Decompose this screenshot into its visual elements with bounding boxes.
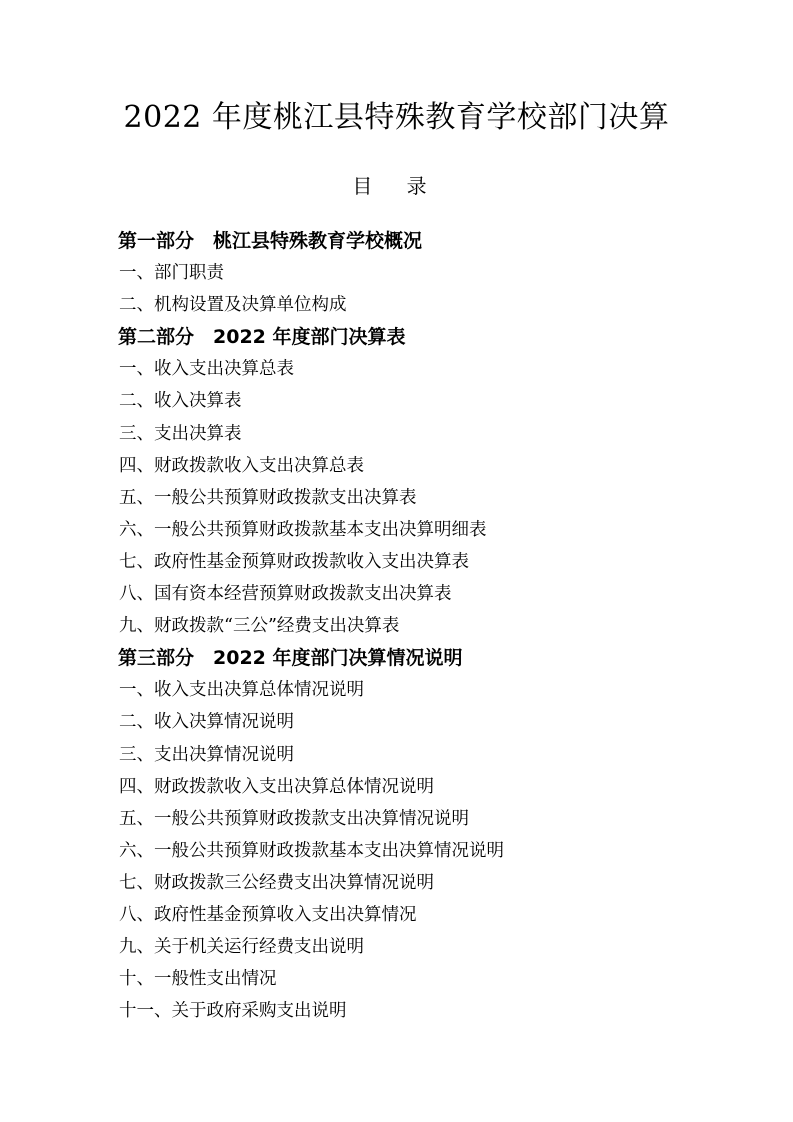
toc-item[interactable]: 九、关于机关运行经费支出说明 bbox=[119, 937, 364, 958]
toc-item[interactable]: 九、财政拨款“三公”经费支出决算表 bbox=[119, 616, 400, 637]
toc-item[interactable]: 二、机构设置及决算单位构成 bbox=[119, 295, 347, 316]
toc-item[interactable]: 六、一般公共预算财政拨款基本支出决算情况说明 bbox=[119, 840, 504, 861]
toc-item[interactable]: 五、一般公共预算财政拨款支出决算情况说明 bbox=[119, 808, 469, 829]
toc-heading: 目 录 bbox=[352, 174, 441, 198]
toc-item[interactable]: 十一、关于政府采购支出说明 bbox=[119, 1001, 347, 1022]
toc-item[interactable]: 二、收入决算表 bbox=[119, 391, 242, 412]
toc-item[interactable]: 一、收入支出决算总表 bbox=[119, 359, 294, 380]
toc-item[interactable]: 二、收入决算情况说明 bbox=[119, 712, 294, 733]
toc-item[interactable]: 五、一般公共预算财政拨款支出决算表 bbox=[119, 487, 417, 508]
toc-part-1-heading[interactable]: 第一部分 桃江县特殊教育学校概况 bbox=[118, 230, 423, 252]
toc-item[interactable]: 八、政府性基金预算收入支出决算情况 bbox=[119, 904, 417, 925]
toc-item[interactable]: 七、政府性基金预算财政拨款收入支出决算表 bbox=[119, 551, 469, 572]
toc-item[interactable]: 六、一般公共预算财政拨款基本支出决算明细表 bbox=[119, 519, 487, 540]
table-of-contents bbox=[118, 225, 758, 1027]
toc-item[interactable]: 四、财政拨款收入支出决算总表 bbox=[119, 455, 364, 476]
toc-item[interactable]: 七、财政拨款三公经费支出决算情况说明 bbox=[119, 872, 434, 893]
toc-part-3-heading[interactable]: 第三部分 2022 年度部门决算情况说明 bbox=[118, 647, 463, 670]
toc-item[interactable]: 四、财政拨款收入支出决算总体情况说明 bbox=[119, 776, 434, 797]
toc-item[interactable]: 三、支出决算情况说明 bbox=[119, 744, 294, 765]
toc-part-2-heading[interactable]: 第二部分 2022 年度部门决算表 bbox=[118, 326, 406, 349]
toc-item[interactable]: 一、部门职责 bbox=[119, 263, 224, 284]
toc-item[interactable]: 三、支出决算表 bbox=[119, 423, 242, 444]
toc-item[interactable]: 十、一般性支出情况 bbox=[119, 969, 277, 990]
document-title: 2022 年度桃江县特殊教育学校部门决算 bbox=[123, 100, 670, 135]
toc-item[interactable]: 八、国有资本经营预算财政拨款支出决算表 bbox=[119, 584, 452, 605]
toc-item[interactable]: 一、收入支出决算总体情况说明 bbox=[119, 680, 364, 701]
